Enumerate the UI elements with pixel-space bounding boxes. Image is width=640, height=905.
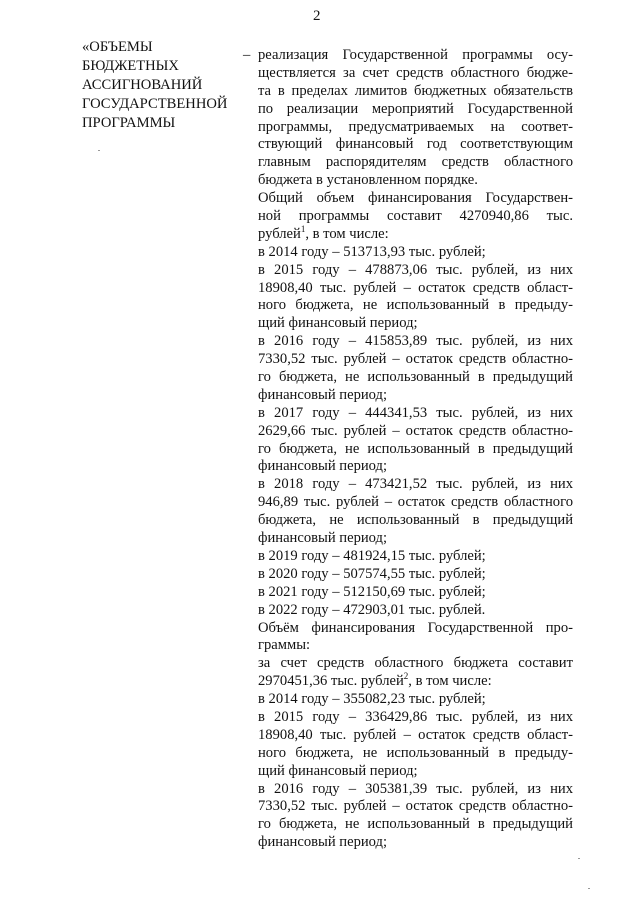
text-line: [258, 65, 573, 83]
line-text: ществляется за счет средств областного бюдже-: [258, 64, 573, 81]
text-line: [258, 280, 573, 298]
footnote-marker: 1: [300, 223, 306, 234]
line-text: в 2022 году – 472903,01 тыс. рублей.: [258, 601, 486, 618]
text-line: [258, 655, 573, 673]
separator-dash: –: [243, 47, 251, 63]
text-line: [258, 351, 573, 369]
footnote-marker: 2: [403, 671, 409, 682]
heading-line: АССИГНОВАНИЙ: [82, 77, 203, 93]
line-text: ного бюджета, не использованный в предыду-: [258, 744, 573, 761]
line-text: та в пределах лимитов бюджетных обязательств: [258, 82, 573, 99]
text-line: [258, 333, 573, 351]
line-text: граммы:: [258, 637, 311, 654]
text-line: [258, 834, 573, 852]
line-text: 946,89 тыс. рублей – остаток средств областного: [258, 494, 573, 511]
line-text: финансовый период;: [258, 530, 388, 547]
line-text: 7330,52 тыс. рублей – остаток средств областно-: [258, 351, 573, 368]
text-line: [258, 83, 573, 101]
text-line: [258, 223, 573, 244]
line-text: 2629,66 тыс. рублей – остаток средств областно-: [258, 422, 573, 439]
line-text: Общий объем финансирования Государствен-: [258, 190, 573, 207]
scan-speck: [588, 888, 590, 889]
text-line: [258, 763, 573, 781]
line-text: в 2020 году – 507574,55 тыс. рублей;: [258, 565, 486, 582]
text-line: [258, 315, 573, 333]
heading-line: «ОБЪЕМЫ: [82, 39, 153, 55]
line-text: го бюджета, не использованный в предыдущий: [258, 440, 573, 457]
line-text: 2970451,36 тыс. рублей: [258, 673, 404, 690]
scan-speck: [578, 858, 580, 859]
text-line: [258, 47, 573, 65]
text-line: [258, 136, 573, 154]
line-text: го бюджета, не использованный в предыдущий: [258, 816, 573, 833]
line-text: по реализации мероприятий Государственной: [258, 100, 573, 117]
line-text: в 2016 году – 415853,89 тыс. рублей, из них: [258, 333, 573, 350]
text-line: [258, 745, 573, 763]
line-text: в 2021 году – 512150,69 тыс. рублей;: [258, 583, 486, 600]
text-line: [258, 244, 573, 262]
line-text: программы, предусматриваемых на соответ-: [258, 118, 573, 135]
heading-line: БЮДЖЕТНЫХ: [82, 58, 179, 74]
text-line: [258, 816, 573, 834]
text-line: [258, 566, 573, 584]
text-line: [258, 602, 573, 620]
line-text-continued: , в том числе:: [305, 225, 389, 242]
line-text: за счет средств областного бюджета составит: [258, 655, 573, 672]
heading-line: ПРОГРАММЫ: [82, 115, 176, 131]
text-line: [258, 620, 573, 638]
text-line: [258, 441, 573, 459]
text-line: [258, 781, 573, 799]
line-text: ного бюджета, не использованный в предыду-: [258, 297, 573, 314]
line-text: 18908,40 тыс. рублей – остаток средств област-: [258, 279, 573, 296]
text-line: [258, 637, 573, 655]
text-line: [258, 494, 573, 512]
line-text: бюджета в установленном порядке.: [258, 172, 478, 189]
line-text: бюджета, не использованный в предыдущий: [258, 512, 573, 529]
line-text: 7330,52 тыс. рублей – остаток средств областно-: [258, 798, 573, 815]
line-text: финансовый период;: [258, 458, 388, 475]
heading-line: ГОСУДАРСТВЕННОЙ: [82, 96, 228, 112]
text-line: [258, 673, 573, 691]
section-heading: [82, 38, 252, 133]
line-text: в 2018 году – 473421,52 тыс. рублей, из них: [258, 476, 573, 493]
line-text: щий финансовый период;: [258, 315, 418, 332]
line-text: в 2015 году – 336429,86 тыс. рублей, из них: [258, 708, 573, 725]
line-text: ствующий финансовый год соответствующим: [258, 136, 573, 153]
funding-text: [258, 47, 573, 852]
text-line: [258, 190, 573, 208]
line-text: главным распорядителям средств областного: [258, 154, 573, 171]
line-text: финансовый период;: [258, 834, 388, 851]
scan-speck: [98, 150, 100, 151]
text-line: [258, 691, 573, 709]
text-line: [258, 548, 573, 566]
line-text: в 2015 году – 478873,06 тыс. рублей, из них: [258, 261, 573, 278]
text-line: [258, 530, 573, 548]
line-text: щий финансовый период;: [258, 762, 418, 779]
text-line: [258, 154, 573, 172]
text-line: [258, 405, 573, 423]
text-line: [258, 709, 573, 727]
text-line: [258, 458, 573, 476]
line-text: в 2014 году – 513713,93 тыс. рублей;: [258, 243, 486, 260]
line-text: реализация Государственной программы осу-: [258, 47, 573, 63]
line-text: в 2019 году – 481924,15 тыс. рублей;: [258, 547, 486, 564]
text-line: [258, 727, 573, 745]
text-line: [258, 101, 573, 119]
text-line: [258, 369, 573, 387]
text-line: [258, 512, 573, 530]
text-line: [258, 584, 573, 602]
line-text: ной программы составит 4270940,86 тыс.: [258, 208, 573, 225]
text-line: [258, 262, 573, 280]
line-text: в 2017 году – 444341,53 тыс. рублей, из них: [258, 404, 573, 421]
text-line: [258, 423, 573, 441]
text-line: [258, 172, 573, 190]
line-text: 18908,40 тыс. рублей – остаток средств област-: [258, 726, 573, 743]
line-text: Объём финансирования Государственной про-: [258, 619, 573, 636]
line-text: го бюджета, не использованный в предыдущий: [258, 369, 573, 386]
line-text-continued: , в том числе:: [408, 673, 492, 690]
line-text: в 2016 году – 305381,39 тыс. рублей, из них: [258, 780, 573, 797]
line-text: в 2014 году – 355082,23 тыс. рублей;: [258, 691, 486, 708]
line-text: финансовый период;: [258, 386, 388, 403]
page-number: 2: [313, 8, 321, 24]
text-line: [258, 119, 573, 137]
text-line: [258, 297, 573, 315]
text-line: [258, 476, 573, 494]
text-line: [258, 387, 573, 405]
line-text: рублей: [258, 225, 301, 242]
text-line: [258, 798, 573, 816]
